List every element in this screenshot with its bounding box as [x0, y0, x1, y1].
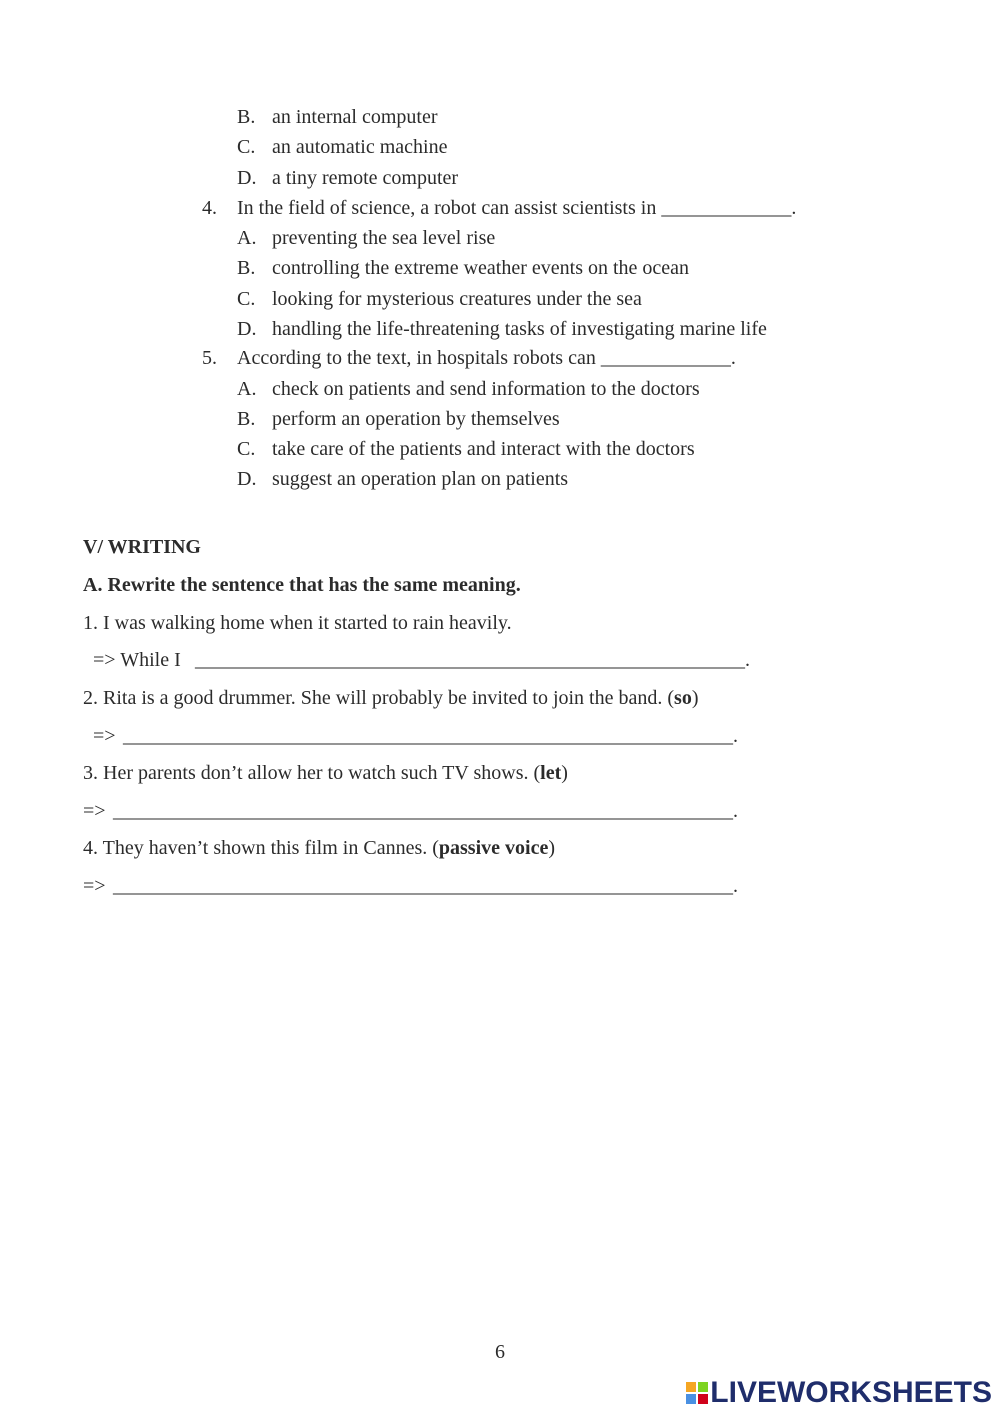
writing-item-4-prompt-line: [83, 836, 555, 860]
q5-option-a-text: check on patients and send information to the doctors: [272, 378, 700, 400]
writing-part-a-title: A. Rewrite the sentence that has the same meaning.: [83, 574, 521, 596]
liveworksheets-logo-text: LIVEWORKSHEETS: [710, 1376, 992, 1409]
q4-option-a-text: preventing the sea level rise: [272, 227, 496, 249]
q5-option-a-letter: A.: [237, 378, 257, 400]
writing-item-2-prompt: 2. Rita is a good drummer. She will probably be invited to join the band. (: [83, 687, 675, 709]
q3-option-b-text: an internal computer: [272, 106, 438, 128]
writing-item-2-answer-prefix: =>: [93, 725, 116, 747]
writing-item-3-prompt: 3. Her parents don’t allow her to watch such TV shows. (: [83, 762, 541, 784]
q5-option-c-letter: C.: [237, 438, 256, 460]
writing-item-3-answer-prefix: =>: [83, 800, 106, 822]
writing-item-4-answer-prefix: =>: [83, 875, 106, 897]
q4-option-b-text: controlling the extreme weather events on the ocean: [272, 257, 690, 279]
q4-option-d-letter: D.: [237, 318, 257, 340]
writing-item-3-answer-line[interactable]: ______________________________________________________________.: [113, 800, 738, 822]
q5-option-d-text: suggest an operation plan on patients: [272, 468, 569, 490]
liveworksheets-logo-icon: [686, 1382, 708, 1404]
writing-item-3-hint-close: ): [561, 762, 568, 784]
q5-number: 5.: [202, 347, 217, 369]
q4-option-d-text: handling the life-threatening tasks of investigating marine life: [272, 318, 767, 340]
q3-option-c-letter: C.: [237, 136, 256, 158]
writing-item-3-prompt-line: [83, 761, 568, 785]
writing-item-2-hint: so: [674, 687, 692, 709]
writing-item-4-answer-line[interactable]: ______________________________________________________________.: [113, 875, 738, 897]
q5-option-b-letter: B.: [237, 408, 256, 430]
q5-text: According to the text, in hospitals robots can _____________.: [237, 347, 736, 369]
q4-number: 4.: [202, 197, 217, 219]
writing-item-4-hint-close: ): [548, 837, 555, 859]
q5-option-c-text: take care of the patients and interact with the doctors: [272, 438, 695, 460]
q3-option-c-text: an automatic machine: [272, 136, 448, 158]
writing-item-2-answer-line[interactable]: _____________________________________________________________.: [123, 725, 738, 747]
writing-item-4-hint: passive voice: [438, 837, 549, 859]
writing-item-1-answer-prefix: => While I: [93, 649, 181, 671]
writing-item-4-prompt: 4. They haven’t shown this film in Cannes. (: [83, 837, 439, 859]
q5-option-b-text: perform an operation by themselves: [272, 408, 560, 430]
q4-option-b-letter: B.: [237, 257, 256, 279]
page-number: 6: [495, 1341, 505, 1363]
writing-item-2-prompt-line: [83, 686, 699, 710]
q3-option-d-text: a tiny remote computer: [272, 167, 459, 189]
q4-text: In the field of science, a robot can assist scientists in _____________.: [237, 197, 797, 219]
q4-option-c-text: looking for mysterious creatures under the sea: [272, 288, 642, 310]
liveworksheets-logo[interactable]: [686, 1376, 992, 1410]
q5-option-d-letter: D.: [237, 468, 257, 490]
writing-item-2-hint-close: ): [691, 687, 699, 709]
writing-item-1-answer-line[interactable]: _______________________________________________________.: [195, 649, 750, 671]
writing-item-1-prompt: 1. I was walking home when it started to rain heavily.: [83, 612, 512, 634]
q4-option-c-letter: C.: [237, 288, 256, 310]
writing-item-3-hint: let: [540, 762, 562, 784]
q4-option-a-letter: A.: [237, 227, 257, 249]
writing-section-title: V/ WRITING: [83, 536, 201, 558]
q3-option-d-letter: D.: [237, 167, 257, 189]
q3-option-b-letter: B.: [237, 106, 256, 128]
